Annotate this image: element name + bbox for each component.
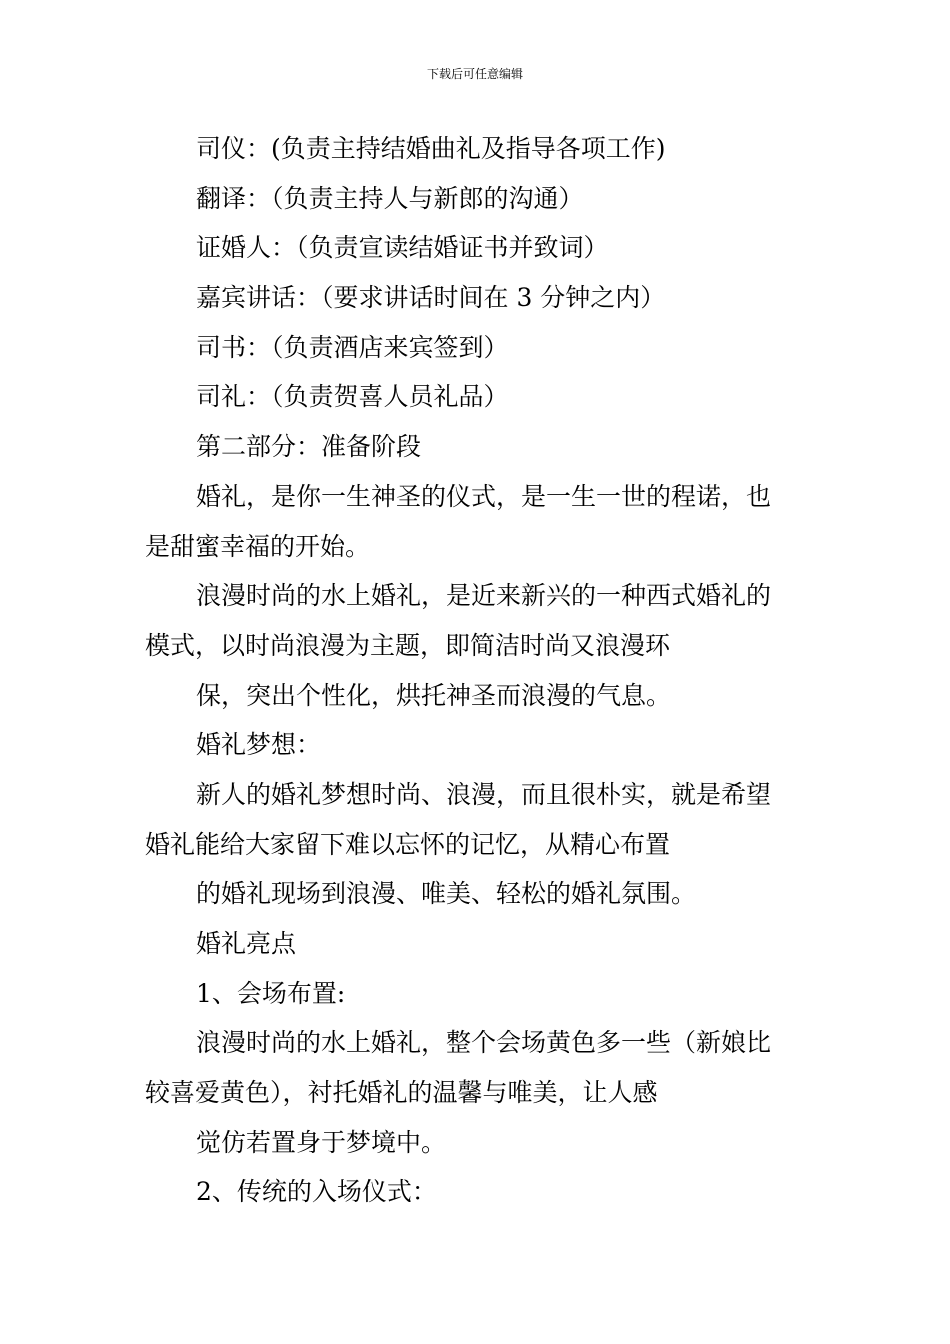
text-line: 模式，以时尚浪漫为主题，即简洁时尚又浪漫环 (145, 630, 671, 660)
body-text (145, 124, 810, 1217)
text-line: 证婚人：（负责宣读结婚证书并致词） (196, 233, 609, 263)
text-line: 浪漫时尚的水上婚礼，是近来新兴的一种西式婚礼的 (196, 581, 772, 611)
text-line: 觉仿若置身于梦境中。 (196, 1127, 447, 1157)
text-line: 翻译：（负责主持人与新郎的沟通） (196, 183, 584, 213)
section-heading: 婚礼梦想： (196, 730, 322, 760)
text-line: 是甜蜜幸福的开始。 (145, 531, 371, 561)
page-header: 下载后可任意编辑 (426, 67, 523, 81)
text-line: 浪漫时尚的水上婚礼，整个会场黄色多一些（新娘比 (196, 1028, 772, 1058)
text-line: 保，突出个性化，烘托神圣而浪漫的气息。 (196, 680, 672, 710)
text-line: 婚礼，是你一生神圣的仪式，是一生一世的程诺，也 (196, 481, 772, 511)
section-heading: 婚礼亮点 (196, 929, 297, 958)
text-line: 司仪：(负责主持结婚曲礼及指导各项工作) (196, 134, 666, 163)
text-line: 婚礼能给大家留下难以忘怀的记忆，从精心布置 (145, 829, 671, 859)
text-line: 的婚礼现场到浪漫、唯美、轻松的婚礼氛围。 (196, 879, 697, 909)
text-line: 司书：（负责酒店来宾签到） (196, 332, 509, 362)
text-line: 新人的婚礼梦想时尚、浪漫，而且很朴实，就是希望 (196, 779, 772, 809)
text-line: 司礼：（负责贺喜人员礼品） (196, 382, 509, 412)
text-line: 较喜爱黄色），衬托婚礼的温馨与唯美，让人感 (145, 1078, 658, 1108)
list-item-heading: 1、会场布置: (196, 978, 346, 1008)
section-heading: 第二部分：准备阶段 (196, 432, 422, 462)
list-item-heading: 2、传统的入场仪式： (196, 1177, 437, 1207)
text-line: 嘉宾讲话：（要求讲话时间在 3 分钟之内） (196, 283, 666, 313)
